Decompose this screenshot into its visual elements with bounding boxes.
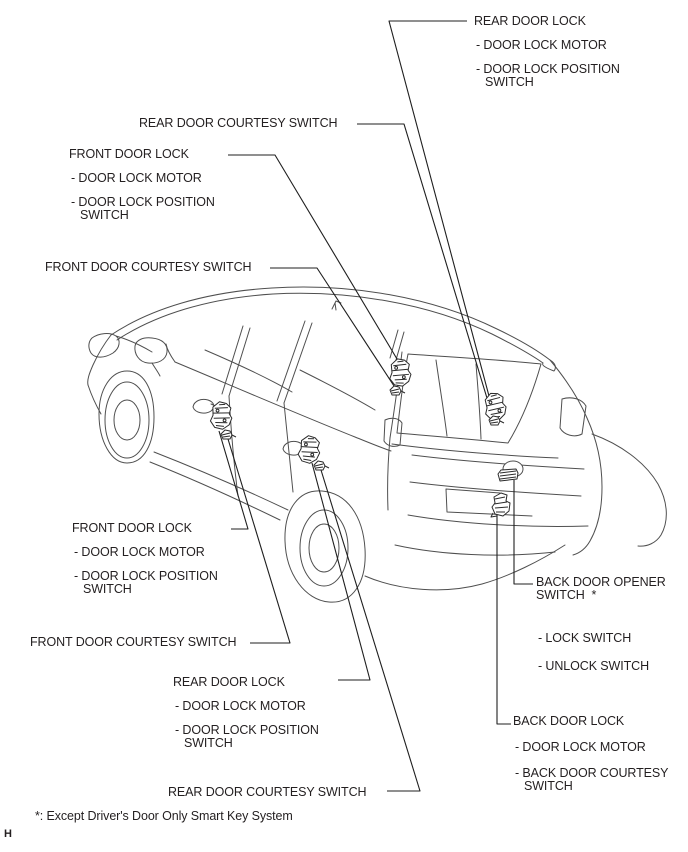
label-front-door-lock-top — [69, 148, 221, 222]
car-garnish-bottom-line — [410, 482, 581, 496]
label-item: - DOOR LOCK MOTOR — [175, 699, 306, 713]
car-glass-front-edge — [166, 344, 175, 362]
car-cabin-interior-line-2 — [300, 370, 375, 410]
car-back-window-line-1 — [436, 360, 447, 436]
label-rear-door-lock-top — [474, 15, 626, 89]
car-side-mirror — [135, 338, 167, 363]
back-door-opener-switch-part — [498, 469, 518, 481]
label-front-door-courtesy-switch-bottom — [30, 636, 260, 649]
car-rear-wheel-arch — [285, 491, 365, 602]
footnote: *: Except Driver's Door Only Smart Key System — [35, 809, 293, 823]
label-item: - DOOR LOCK MOTOR — [74, 545, 205, 559]
car-rear-bumper-bottom — [365, 545, 565, 590]
car-taillight-right — [560, 398, 586, 436]
car-a-pillar-front-edge — [88, 335, 111, 385]
rear-door-lock-part — [297, 434, 322, 464]
label-rear-door-courtesy-switch-top — [139, 117, 359, 130]
label-title: FRONT DOOR COURTESY SWITCH — [45, 260, 252, 274]
rear-door-courtesy-switch-part — [314, 461, 329, 470]
leader-front-door-lock-top — [228, 155, 400, 364]
label-title: REAR DOOR COURTESY SWITCH — [139, 116, 338, 130]
label-rear-door-lock-bottom — [173, 676, 333, 750]
leader-front-door-courtesy-switch-bottom — [228, 439, 290, 643]
car-front-wheel-arch — [99, 371, 154, 463]
label-item: - DOOR LOCK MOTOR — [515, 740, 646, 754]
label-item: - DOOR LOCK MOTOR — [71, 171, 202, 185]
label-item: - DOOR LOCK POSITION SWITCH — [476, 62, 620, 89]
label-title: BACK DOOR LOCK — [513, 714, 625, 728]
leader-rear-door-courtesy-switch-top — [357, 124, 493, 418]
car-rear-wheel — [300, 510, 348, 586]
car-far-side-fender — [592, 434, 666, 546]
car-sill-upper-line — [154, 452, 288, 510]
car-roof-rail-line — [117, 293, 543, 363]
front-door-courtesy-switch-part — [221, 430, 236, 439]
car-sill-lower-line — [150, 462, 280, 520]
label-title: REAR DOOR LOCK — [173, 675, 285, 689]
car-garnish-top-line — [412, 455, 584, 469]
leader-front-door-courtesy-switch-top — [270, 268, 396, 389]
page-marker: H — [4, 828, 12, 840]
car-bumper-lower-seam — [395, 545, 555, 555]
leader-rear-door-courtesy-switch-bottom — [321, 470, 420, 791]
leader-back-door-lock — [497, 512, 511, 724]
car-cabin-interior-line-1 — [205, 350, 292, 392]
car-roof-outer-line — [111, 287, 550, 360]
leader-front-door-lock-bottom — [219, 431, 248, 529]
car-hood-shoulder-line — [116, 336, 152, 352]
label-title: BACK DOOR OPENER SWITCH * — [536, 575, 670, 602]
car-back-window — [397, 354, 541, 443]
car-b-pillar — [222, 326, 250, 396]
door-lock-parts — [210, 359, 518, 517]
car-taillight-left — [384, 418, 402, 446]
label-back-door-opener-switch — [536, 576, 678, 673]
label-back-door-lock — [513, 715, 675, 793]
label-title: FRONT DOOR COURTESY SWITCH — [30, 635, 237, 649]
car-front-wheel-hub — [114, 400, 140, 440]
car-tailgate-left-edge — [388, 438, 390, 510]
car-bumper-top-seam — [408, 515, 588, 527]
label-rear-door-courtesy-switch-bottom — [168, 786, 388, 799]
car-rear-spoiler — [543, 360, 556, 371]
label-title: REAR DOOR LOCK — [474, 14, 586, 28]
label-title: REAR DOOR COURTESY SWITCH — [168, 785, 367, 799]
label-item: - DOOR LOCK MOTOR — [476, 38, 607, 52]
label-item: - LOCK SWITCH — [538, 631, 632, 645]
car-front-wheel — [105, 382, 149, 458]
label-item: - DOOR LOCK POSITION SWITCH — [71, 195, 215, 222]
label-item: - UNLOCK SWITCH — [538, 659, 650, 673]
car-mirror-arm — [152, 363, 160, 376]
car-rear-door-gap — [284, 403, 293, 492]
car-beltline — [175, 362, 391, 451]
car-license-recess — [446, 489, 532, 516]
label-title: FRONT DOOR LOCK — [69, 147, 189, 161]
label-front-door-courtesy-switch-top — [45, 261, 275, 274]
far-front-door-lock-part — [390, 359, 412, 387]
back-door-lock-part — [491, 493, 510, 517]
label-title: FRONT DOOR LOCK — [72, 521, 192, 535]
car-c-pillar — [277, 321, 312, 403]
label-item: - DOOR LOCK POSITION SWITCH — [74, 569, 218, 596]
label-item: - BACK DOOR COURTESY SWITCH — [515, 766, 669, 793]
label-item: - DOOR LOCK POSITION SWITCH — [175, 723, 319, 750]
label-front-door-lock-bottom — [72, 522, 232, 596]
